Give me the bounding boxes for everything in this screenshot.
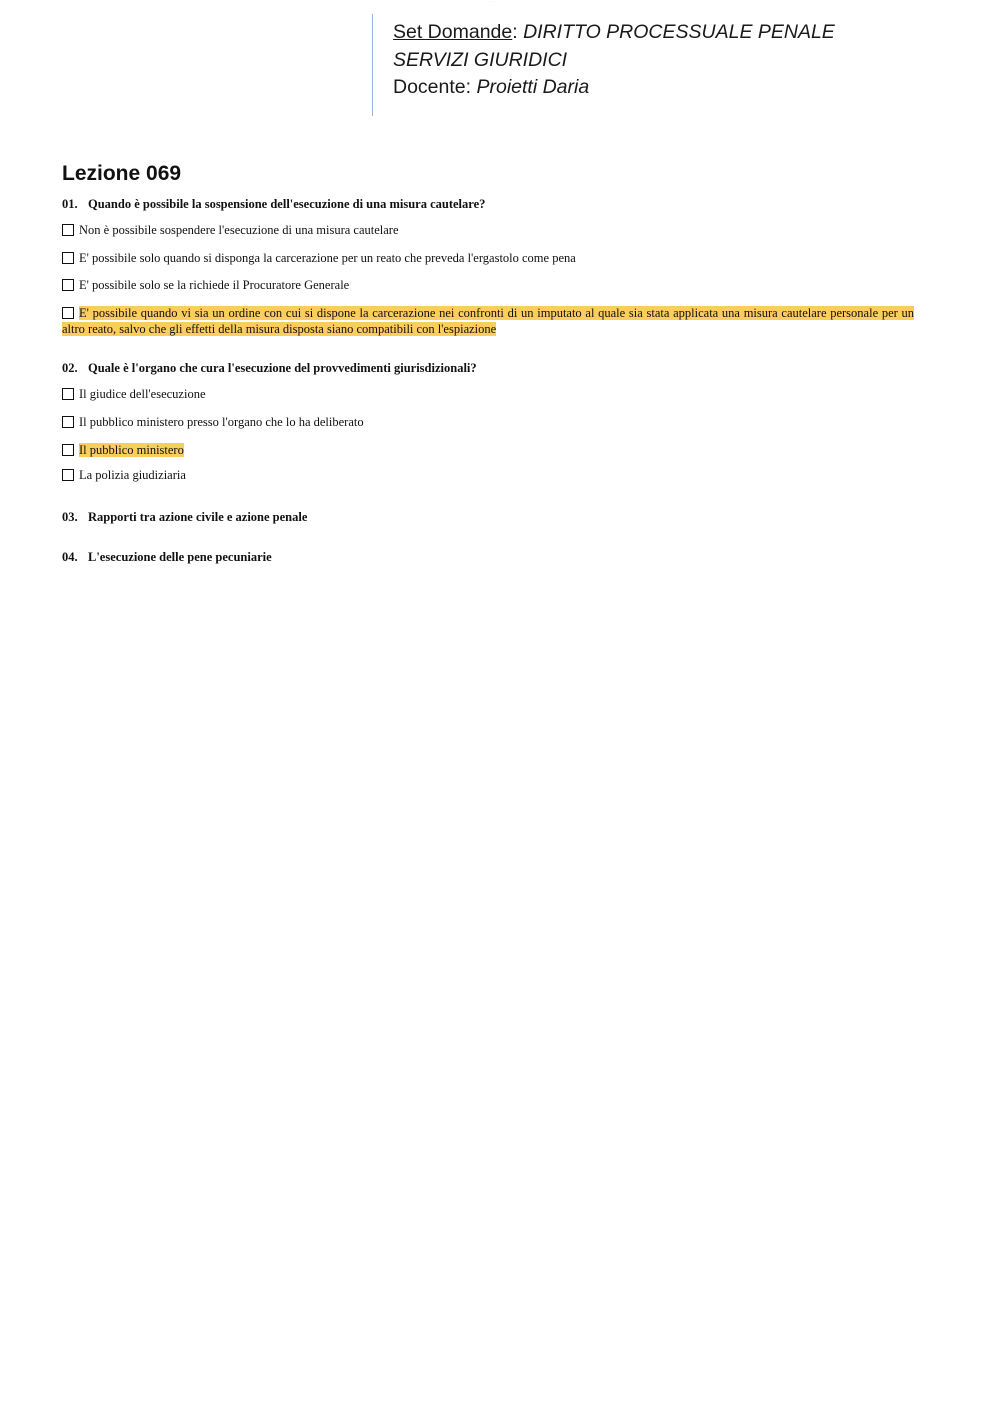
- teacher-line: [393, 74, 932, 102]
- answer-text: Il pubblico ministero presso l'organo che lo ha deliberato: [79, 415, 364, 429]
- answer-checkbox[interactable]: [62, 416, 74, 428]
- answer-checkbox[interactable]: [62, 279, 74, 291]
- question-number: 03.: [62, 510, 78, 524]
- answer-option: [62, 467, 914, 483]
- question-number: 01.: [62, 197, 78, 211]
- question-text: Quale è l'organo che cura l'esecuzione del provvedimenti giurisdizionali?: [88, 361, 477, 375]
- question-text: Rapporti tra azione civile e azione penale: [88, 510, 308, 524]
- question-03: [62, 509, 922, 525]
- question-02: [62, 360, 922, 376]
- answer-option: [62, 250, 914, 266]
- set-line: [393, 19, 932, 47]
- answer-option: [62, 277, 914, 293]
- answer-option-correct: [62, 442, 914, 458]
- answer-checkbox[interactable]: [62, 444, 74, 456]
- answer-option: [62, 386, 914, 402]
- question-text: Quando è possibile la sospensione dell'esecuzione di una misura cautelare?: [88, 197, 486, 211]
- answer-option: [62, 222, 914, 238]
- answer-text-highlighted: Il pubblico ministero: [79, 443, 184, 457]
- page-top-mark: · · · · ·: [488, 0, 497, 3]
- answer-text: E' possibile solo se la richiede il Procuratore Generale: [79, 278, 350, 292]
- answer-text: Il giudice dell'esecuzione: [79, 387, 206, 401]
- set-label: Set Domande: [393, 21, 513, 43]
- question-text: L'esecuzione delle pene pecuniarie: [88, 550, 272, 564]
- question-number: 02.: [62, 361, 78, 375]
- answer-checkbox[interactable]: [62, 307, 74, 319]
- answer-checkbox[interactable]: [62, 469, 74, 481]
- answer-option: [62, 414, 914, 430]
- document-header: [372, 14, 932, 116]
- question-04: [62, 549, 922, 565]
- answer-checkbox[interactable]: [62, 252, 74, 264]
- question-01: [62, 196, 922, 212]
- answer-text: La polizia giudiziaria: [79, 468, 186, 482]
- answer-text: E' possibile solo quando si disponga la carcerazione per un reato che preveda l'ergastolo come pena: [79, 251, 576, 265]
- question-number: 04.: [62, 550, 78, 564]
- teacher-name: Proietti Daria: [476, 76, 590, 98]
- subject-line-1: DIRITTO PROCESSUALE PENALE: [523, 21, 835, 43]
- answer-option-correct: [62, 305, 914, 337]
- answer-checkbox[interactable]: [62, 224, 74, 236]
- teacher-label: Docente:: [393, 76, 472, 98]
- lesson-title: Lezione 069: [62, 162, 182, 185]
- answer-text: Non è possibile sospendere l'esecuzione di una misura cautelare: [79, 223, 399, 237]
- answer-text-highlighted: E' possibile quando vi sia un ordine con cui si dispone la carcerazione nei confronti di un imputato al quale sia stata applicata una misura cautelare personale per un altro reato, salvo che gli effetti della misura disposta siano compatibili con l'espiazione: [62, 306, 914, 336]
- subject-line-2: SERVIZI GIURIDICI: [393, 48, 568, 71]
- set-separator: :: [512, 21, 518, 43]
- answer-checkbox[interactable]: [62, 388, 74, 400]
